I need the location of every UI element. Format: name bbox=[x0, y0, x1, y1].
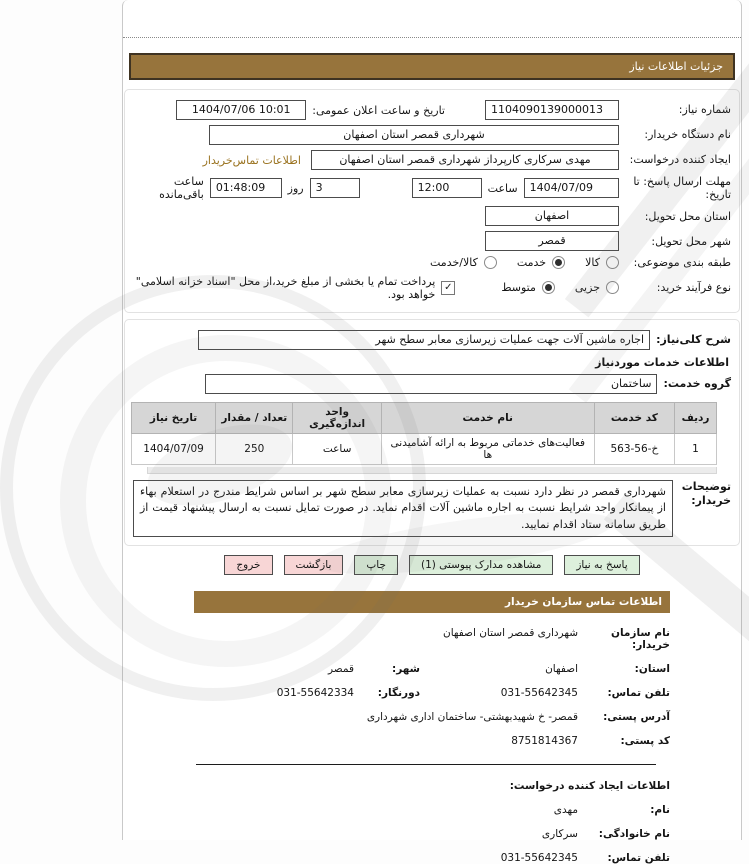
contact-province-value: اصفهان bbox=[545, 663, 578, 676]
creator-row bbox=[133, 150, 731, 170]
city-field[interactable]: قمصر bbox=[485, 231, 619, 251]
org-name-label: نام سازمان خریدار: bbox=[611, 627, 670, 652]
classification-row bbox=[133, 256, 731, 269]
creator-name-label: نام: bbox=[650, 804, 670, 817]
contact-city-value: قمصر bbox=[328, 663, 354, 676]
respond-button[interactable]: پاسخ به نیاز bbox=[564, 555, 639, 575]
creator-label: ایجاد کننده درخواست: bbox=[629, 153, 731, 167]
treasury-checkbox[interactable]: ✓ bbox=[441, 281, 455, 295]
contact-fax-value: 031-55642334 bbox=[276, 687, 354, 700]
radio-medium-label: متوسط bbox=[501, 281, 536, 295]
radio-goods-service-label: کالا/خدمت bbox=[430, 256, 478, 270]
postal-label: کد پستی: bbox=[620, 735, 670, 748]
deadline-remaining-label: ساعت باقی‌مانده bbox=[159, 175, 204, 202]
deadline-days-label: روز bbox=[287, 181, 304, 195]
city-label: شهر محل تحویل: bbox=[651, 234, 731, 248]
table-footer-strip bbox=[147, 467, 717, 474]
process-type-label: نوع فرآیند خرید: bbox=[656, 280, 731, 294]
classification-label: طبقه بندی موضوعی: bbox=[633, 256, 731, 270]
exit-button[interactable]: خروج bbox=[224, 555, 272, 575]
table-header-row bbox=[132, 402, 717, 433]
cell-code: خ-56-563 bbox=[594, 433, 674, 464]
need-number-field[interactable]: 1104090139000013 bbox=[485, 100, 619, 120]
address-row bbox=[194, 711, 670, 723]
process-type-row bbox=[133, 275, 731, 301]
address-label: آدرس پستی: bbox=[603, 711, 670, 724]
province-city-row bbox=[194, 663, 670, 675]
col-row: ردیف bbox=[675, 402, 717, 433]
buyer-org-row bbox=[133, 125, 731, 145]
summary-field[interactable]: اجاره ماشین آلات جهت عملیات زیرسازی معابر سطح شهر bbox=[198, 330, 650, 350]
page-title: جزئیات اطلاعات نیاز bbox=[129, 53, 735, 80]
service-group-label: گروه خدمت: bbox=[663, 377, 731, 391]
print-button[interactable]: چاپ bbox=[354, 555, 398, 575]
section-divider bbox=[196, 764, 656, 765]
cell-qty: 250 bbox=[216, 433, 293, 464]
creator-phone-value: 031-55642345 bbox=[500, 852, 578, 864]
contact-phone-label: تلفن تماس: bbox=[607, 687, 670, 700]
buyer-notes-field[interactable]: شهرداری قمصر در نظر دارد نسبت به عملیات زیرسازی معابر سطح شهر بر اساس شرایط مندرج در استعلام بهاء از پیمانکار واجد شرایط نسبت به اجاره ماشین آلات اقدام نماید. در صورت تمایل نسبت به ارسال پیشنهاد قیمت از طریق سامانه ستاد اقدام نمایید. bbox=[133, 480, 673, 538]
contact-phone-value: 031-55642345 bbox=[500, 687, 578, 700]
buyer-org-field[interactable]: شهرداری قمصر استان اصفهان bbox=[209, 125, 619, 145]
deadline-days-field[interactable]: 3 bbox=[310, 178, 360, 198]
creator-section-title: اطلاعات ایجاد کننده درخواست: bbox=[509, 780, 670, 793]
contact-province-label: استان: bbox=[634, 663, 670, 676]
creator-field[interactable]: مهدی سرکاری کارپرداز شهرداری قمصر استان اصفهان bbox=[311, 150, 619, 170]
deadline-row bbox=[133, 175, 731, 201]
org-name-row bbox=[194, 627, 670, 651]
summary-row bbox=[133, 330, 731, 350]
postal-row bbox=[194, 735, 670, 747]
treasury-checkbox-label: پرداخت تمام یا بخشی از مبلغ خرید،از محل "اسناد خزانه اسلامی" خواهد بود. bbox=[135, 274, 436, 301]
deadline-hour-label: ساعت bbox=[487, 181, 518, 195]
col-unit: واحد اندازه‌گیری bbox=[293, 402, 381, 433]
org-name-value: شهرداری قمصر استان اصفهان bbox=[442, 627, 578, 640]
cell-unit: ساعت bbox=[293, 433, 381, 464]
announce-field[interactable]: 1404/07/06 10:01 bbox=[176, 100, 306, 120]
province-field[interactable]: اصفهان bbox=[485, 206, 619, 226]
top-separator bbox=[123, 0, 741, 38]
page bbox=[115, 0, 749, 864]
services-table bbox=[131, 402, 717, 465]
services-panel bbox=[124, 319, 740, 547]
announce-label: تاریخ و ساعت اعلان عمومی: bbox=[312, 103, 445, 117]
radio-medium[interactable] bbox=[542, 281, 555, 294]
creator-family-label: نام خانوادگی: bbox=[598, 828, 670, 841]
phone-fax-row bbox=[194, 687, 670, 699]
city-row bbox=[133, 231, 731, 251]
content-frame bbox=[122, 0, 742, 864]
buyer-contact-section bbox=[194, 591, 670, 864]
radio-goods-label: کالا bbox=[585, 256, 600, 270]
radio-service[interactable] bbox=[552, 256, 565, 269]
buyer-contact-link[interactable]: اطلاعات تماس‌خریدار bbox=[202, 153, 301, 167]
service-group-field[interactable]: ساختمان bbox=[205, 374, 657, 394]
action-buttons bbox=[123, 555, 741, 575]
province-label: استان محل تحویل: bbox=[644, 209, 731, 223]
postal-value: 8751814367 bbox=[511, 735, 578, 748]
buyer-notes-label: توضیحات خریدار: bbox=[681, 479, 731, 508]
deadline-remaining-field[interactable]: 01:48:09 bbox=[210, 178, 282, 198]
col-code: کد خدمت bbox=[594, 402, 674, 433]
col-name: نام خدمت bbox=[381, 402, 594, 433]
deadline-date-field[interactable]: 1404/07/09 bbox=[524, 178, 619, 198]
col-date: تاریخ نیاز bbox=[132, 402, 216, 433]
need-details-panel bbox=[124, 89, 740, 313]
creator-phone-row bbox=[194, 852, 670, 864]
buyer-org-label: نام دستگاه خریدار: bbox=[644, 128, 731, 142]
creator-family-row bbox=[194, 828, 670, 840]
radio-goods[interactable] bbox=[606, 256, 619, 269]
contact-fax-label: دورنگار: bbox=[377, 687, 420, 700]
cell-row: 1 bbox=[675, 433, 717, 464]
service-group-row bbox=[133, 374, 731, 394]
buyer-notes-row bbox=[133, 480, 731, 538]
address-value: قمصر- خ شهیدبهشتی- ساختمان اداری شهرداری bbox=[366, 711, 578, 724]
buyer-contact-title: اطلاعات تماس سازمان خریدار bbox=[194, 591, 670, 613]
col-qty: تعداد / مقدار bbox=[216, 402, 293, 433]
radio-partial-label: جزیی bbox=[574, 281, 600, 295]
radio-service-label: خدمت bbox=[516, 256, 547, 270]
radio-partial[interactable] bbox=[606, 281, 619, 294]
deadline-label: مهلت ارسال پاسخ: تا تاریخ: bbox=[633, 175, 731, 202]
creator-phone-label: تلفن تماس: bbox=[607, 852, 670, 864]
creator-family-value: سرکاری bbox=[541, 828, 578, 841]
need-number-row bbox=[133, 100, 731, 120]
province-row bbox=[133, 206, 731, 226]
back-button[interactable]: بازگشت bbox=[284, 555, 344, 575]
table-row bbox=[132, 433, 717, 464]
need-number-label: شماره نیاز: bbox=[678, 103, 731, 117]
creator-name-value: مهدی bbox=[553, 804, 578, 817]
contact-city-label: شهر: bbox=[392, 663, 420, 676]
summary-label: شرح کلی‌نیاز: bbox=[656, 333, 731, 347]
cell-date: 1404/07/09 bbox=[132, 433, 216, 464]
cell-name: فعالیت‌های خدماتی مربوط به ارائه آشامیدنی ها bbox=[381, 433, 594, 464]
view-docs-button[interactable]: مشاهده مدارک پیوستی (1) bbox=[409, 555, 553, 575]
services-section-title: اطلاعات خدمات موردنیاز bbox=[595, 355, 729, 369]
deadline-hour-field[interactable]: 12:00 bbox=[412, 178, 482, 198]
creator-name-row bbox=[194, 804, 670, 816]
radio-goods-service[interactable] bbox=[484, 256, 497, 269]
